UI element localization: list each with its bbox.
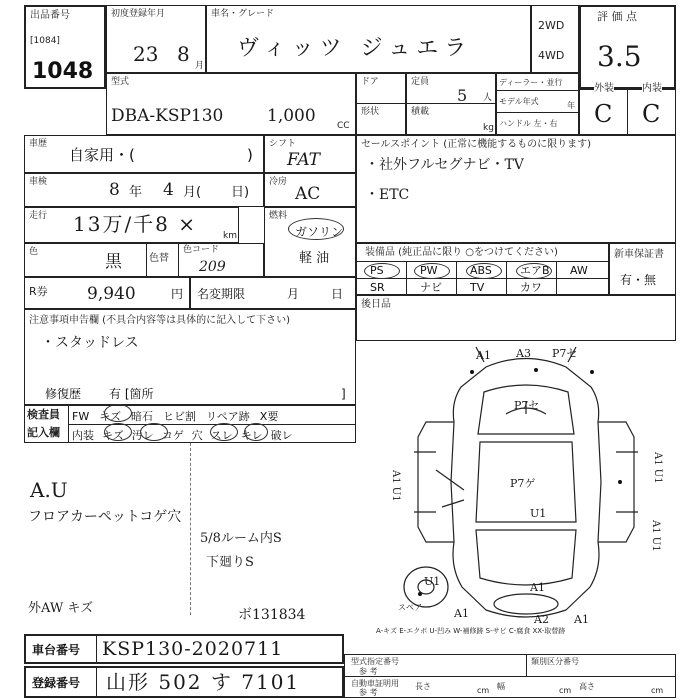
inspection-day-unit: 日) bbox=[231, 185, 250, 200]
recycle-value: 9,940 bbox=[87, 284, 136, 304]
color-box bbox=[24, 243, 264, 277]
drive-box bbox=[531, 5, 579, 73]
cc-value: 1,000 bbox=[267, 106, 316, 126]
name-change-box bbox=[190, 277, 356, 309]
mileage-unit: km bbox=[223, 231, 237, 241]
mark-left-door: A1 U1 bbox=[390, 470, 401, 502]
color-divider-2 bbox=[178, 243, 179, 277]
inspector-item-r2-2: 汚レ bbox=[131, 429, 154, 442]
color-divider-1 bbox=[146, 243, 147, 277]
inspection-label: 車検 bbox=[29, 177, 48, 187]
notes-label: 注意事項申告欄 (不具合内容等は具体的に記入して下さい) bbox=[29, 315, 290, 326]
insp-circle-1 bbox=[104, 404, 132, 422]
inspection-year: 8 bbox=[109, 180, 120, 200]
grade-value: 3.5 bbox=[597, 40, 642, 73]
mark-front-center: A3 bbox=[516, 347, 531, 360]
dealer-line-2 bbox=[496, 112, 579, 113]
inspector-item-r1-2: 暗石 bbox=[131, 410, 153, 423]
car-name: ヴィッツ ジュエラ bbox=[237, 36, 473, 61]
selling-point-1: ・社外フルセグナビ・TV bbox=[365, 157, 524, 173]
capacity-value: 5 bbox=[457, 86, 468, 105]
shift-box bbox=[264, 135, 356, 173]
mileage-box bbox=[24, 207, 239, 243]
lot-number-box bbox=[24, 5, 106, 89]
hw-line-1: A.U bbox=[30, 478, 68, 502]
spare-label: スペア bbox=[398, 603, 422, 612]
damage-dot-5 bbox=[418, 592, 422, 596]
equip-item-r2-3: カワ bbox=[520, 281, 542, 294]
month-unit: 月 bbox=[195, 61, 205, 71]
fuel-gas-circle bbox=[288, 218, 344, 240]
model-spec-ref: 参 考 bbox=[359, 667, 378, 676]
model-box bbox=[106, 73, 356, 135]
cc-unit: CC bbox=[337, 121, 350, 131]
damage-legend: A-キズ E-エクボ U-凹み W-補修跡 S-サビ C-腐食 XX-取替跡 bbox=[376, 627, 566, 635]
notes-box bbox=[24, 309, 356, 405]
inspection-month-unit: 月( bbox=[183, 185, 202, 200]
equip-circle-2 bbox=[466, 263, 502, 279]
recycle-unit: 円 bbox=[171, 287, 184, 301]
model-year-label: モデル年式 bbox=[499, 97, 539, 106]
mark-rear-bottom-left: A1 bbox=[454, 607, 469, 620]
model-value: DBA-KSP130 bbox=[111, 106, 224, 126]
first-reg-month: 8 bbox=[177, 42, 190, 66]
mark-rear-bottom-center: A2 bbox=[534, 613, 549, 626]
equipment-label: 装備品 (純正品に限り ○をつけてください) bbox=[365, 247, 558, 258]
door-box bbox=[356, 73, 406, 135]
category-label: 類別区分番号 bbox=[531, 657, 579, 666]
name-change-day: 日 bbox=[331, 287, 344, 301]
insp-circle-5 bbox=[244, 423, 268, 441]
color-change-label: 色替 bbox=[149, 253, 169, 264]
equip-col-divider bbox=[556, 261, 557, 295]
length-label: 長さ bbox=[415, 682, 431, 691]
equip-row-line-1 bbox=[356, 261, 609, 262]
mark-rear-bottom-right: A1 bbox=[574, 613, 589, 626]
insp-circle-2 bbox=[104, 423, 132, 441]
shape-label: 形状 bbox=[361, 107, 380, 117]
inspector-label-1: 検査員 bbox=[27, 408, 60, 421]
damage-dot-2 bbox=[534, 368, 538, 372]
hw-line-3: 5/8ルーム内S bbox=[200, 531, 282, 546]
equip-col-divider bbox=[456, 261, 457, 295]
color-code-value: 209 bbox=[199, 259, 226, 275]
history-close: ) bbox=[247, 146, 253, 164]
equip-item-r1-2: ABS bbox=[470, 264, 492, 277]
width-cm: cm bbox=[559, 686, 572, 695]
registration-value: 山形 502 す 7101 bbox=[106, 670, 301, 694]
lot-number: 1048 bbox=[32, 59, 94, 84]
damage-dot-1 bbox=[470, 370, 474, 374]
shift-label: シフト bbox=[269, 139, 297, 149]
history-box bbox=[24, 135, 264, 173]
first-reg-label: 初度登録年月 bbox=[111, 9, 166, 19]
hw-line-6: ボ131834 bbox=[238, 607, 306, 623]
inspector-item-r2-0: 内装 bbox=[72, 429, 94, 442]
repair-value: 有 [箇所 bbox=[109, 387, 154, 401]
chassis-label: 車台番号 bbox=[32, 643, 81, 657]
fuel-label: 燃料 bbox=[269, 211, 288, 221]
mileage-value: 13万/千8 × bbox=[73, 212, 198, 236]
after-label: 後日品 bbox=[361, 299, 391, 310]
after-items-box bbox=[356, 295, 676, 341]
dealer-box bbox=[496, 73, 579, 135]
lot-label: 出品番号 bbox=[30, 10, 70, 21]
exterior-label: 外装 bbox=[594, 83, 614, 94]
damage-dot-4 bbox=[618, 480, 622, 484]
door-label: ドア bbox=[361, 77, 379, 87]
ac-box bbox=[264, 173, 356, 207]
selling-point-2: ・ETC bbox=[365, 187, 410, 203]
color-value: 黒 bbox=[105, 252, 122, 272]
equip-item-r2-2: TV bbox=[470, 281, 485, 294]
mark-roof: P7ゲ bbox=[510, 477, 536, 490]
history-value: 自家用・( bbox=[69, 146, 135, 164]
hw-line-2: フロアカーペットコゲ穴 bbox=[28, 509, 182, 525]
inspector-item-r2-7: 破レ bbox=[270, 429, 293, 442]
hw-line-5: 外AW キズ bbox=[28, 601, 94, 616]
ac-value: AC bbox=[295, 184, 321, 204]
car-name-label: 車名・グレード bbox=[211, 9, 275, 19]
repair-close: ] bbox=[341, 387, 346, 401]
interior-label: 内装 bbox=[642, 83, 662, 94]
ac-label: 冷房 bbox=[269, 177, 288, 187]
dealer-label: ディーラー・並行 bbox=[499, 78, 563, 87]
warranty-box bbox=[609, 243, 676, 295]
lot-sub: [1084] bbox=[30, 36, 60, 46]
mileage-label: 走行 bbox=[29, 211, 48, 221]
capacity-unit: 人 bbox=[483, 93, 493, 103]
mark-front-right: P7セ bbox=[552, 347, 578, 360]
shift-value: FAT bbox=[287, 150, 321, 170]
inspection-month: 4 bbox=[163, 180, 174, 200]
equip-item-r2-0: SR bbox=[370, 281, 385, 294]
handle-label: ハンドル 左・右 bbox=[499, 119, 558, 128]
inspector-item-r1-1: キズ bbox=[99, 410, 121, 423]
row2-divider bbox=[356, 103, 496, 104]
selling-points-box bbox=[356, 135, 676, 243]
equip-item-r1-3: エアB bbox=[520, 264, 550, 277]
mark-rear-left: U1 bbox=[424, 575, 441, 588]
chassis-value: KSP130-2020711 bbox=[102, 638, 284, 660]
inspection-box bbox=[24, 173, 264, 207]
notes-value: ・スタッドレス bbox=[41, 335, 139, 351]
history-label: 車歴 bbox=[29, 139, 48, 149]
equip-item-r1-0: PS bbox=[370, 264, 384, 277]
wd2: 2WD bbox=[538, 19, 565, 32]
recycle-box bbox=[24, 277, 190, 309]
condition-divider bbox=[627, 89, 628, 135]
inspector-item-r1-5: X要 bbox=[259, 410, 279, 423]
capacity-label: 定員 bbox=[411, 77, 430, 87]
car-name-box bbox=[206, 5, 531, 73]
model-spec-label: 型式指定番号 bbox=[351, 657, 399, 666]
mark-right-rear: A1 U1 bbox=[650, 520, 661, 552]
equip-circle-0 bbox=[364, 263, 400, 279]
wd4: 4WD bbox=[538, 49, 565, 62]
height-cm: cm bbox=[651, 686, 664, 695]
equip-col-divider bbox=[406, 261, 407, 295]
inspector-item-r2-4: 穴 bbox=[191, 429, 203, 442]
hw-line-4: 下廻りS bbox=[206, 555, 254, 570]
selling-points-label: セールスポイント (正常に機能するものに限ります) bbox=[361, 139, 592, 150]
fuel-diesel: 軽 油 bbox=[299, 251, 330, 266]
cert-ref: 参 考 bbox=[359, 688, 378, 697]
name-change-label: 名変期限 bbox=[197, 287, 246, 301]
inspector-divider bbox=[68, 405, 69, 443]
inspector-label-2: 記入欄 bbox=[27, 426, 60, 439]
interior-value: C bbox=[642, 100, 661, 128]
equip-circle-3 bbox=[516, 263, 552, 279]
spec-divider bbox=[526, 654, 527, 676]
inspector-item-r2-3: コゲ bbox=[161, 429, 184, 442]
warranty-label: 新車保証書 bbox=[614, 249, 664, 260]
grade-label: 評 価 点 bbox=[597, 10, 637, 23]
chassis-divider bbox=[96, 634, 97, 664]
inspector-item-r1-4: リペア跡 bbox=[206, 410, 250, 423]
insp-circle-4 bbox=[210, 423, 238, 441]
equip-col-divider bbox=[506, 261, 507, 295]
warranty-value: 有・無 bbox=[620, 273, 657, 287]
registration-divider bbox=[96, 666, 97, 698]
mark-rear-center: A1 bbox=[530, 581, 545, 594]
inspector-item-r1-3: ヒビ割 bbox=[163, 410, 196, 423]
year-unit: 年 bbox=[567, 101, 575, 110]
color-label: 色 bbox=[29, 247, 39, 257]
height-label: 高さ bbox=[579, 682, 595, 691]
first-reg-year: 23 bbox=[133, 42, 159, 66]
model-label: 型式 bbox=[111, 77, 130, 87]
equip-circle-1 bbox=[414, 263, 450, 279]
load-label: 積載 bbox=[411, 107, 430, 117]
fuel-gas: ガソリン bbox=[295, 225, 344, 239]
width-label: 幅 bbox=[497, 682, 505, 691]
dealer-line-1 bbox=[496, 90, 579, 91]
exterior-value: C bbox=[594, 100, 613, 128]
mark-roof-2: U1 bbox=[530, 507, 547, 520]
capacity-box bbox=[406, 73, 496, 135]
inspector-item-r2-1: キズ bbox=[102, 429, 124, 442]
grade-box bbox=[579, 5, 676, 89]
first-registration-box bbox=[106, 5, 206, 73]
cert-label: 自動車証明用 bbox=[351, 679, 399, 688]
equip-item-r1-4: AW bbox=[570, 264, 588, 277]
mark-front-left: A1 bbox=[476, 349, 491, 362]
chassis-box bbox=[24, 634, 344, 664]
notes-area-divider bbox=[190, 443, 191, 615]
inspection-year-unit: 年 bbox=[129, 185, 143, 200]
load-unit: kg bbox=[483, 123, 494, 133]
length-cm: cm bbox=[477, 686, 490, 695]
color-code-label: 色コード bbox=[183, 245, 220, 255]
name-change-month: 月 bbox=[287, 287, 300, 301]
inspector-item-r1-0: FW bbox=[72, 410, 90, 423]
spec-mid-line bbox=[344, 676, 676, 677]
mark-hood: P7セ bbox=[514, 399, 540, 412]
equip-item-r2-1: ナビ bbox=[420, 281, 442, 294]
equip-item-r1-1: PW bbox=[420, 264, 438, 277]
damage-dot-3 bbox=[590, 370, 594, 374]
insp-circle-3 bbox=[140, 423, 168, 441]
registration-label: 登録番号 bbox=[32, 676, 81, 690]
mark-right-door: A1 U1 bbox=[652, 452, 663, 484]
repair-label: 修復歴 bbox=[45, 387, 82, 401]
inspector-item-r2-6: キレ bbox=[240, 429, 263, 442]
registration-box bbox=[24, 666, 344, 698]
recycle-label: R券 bbox=[29, 285, 48, 298]
inspector-item-r2-5: スレ bbox=[210, 429, 233, 442]
